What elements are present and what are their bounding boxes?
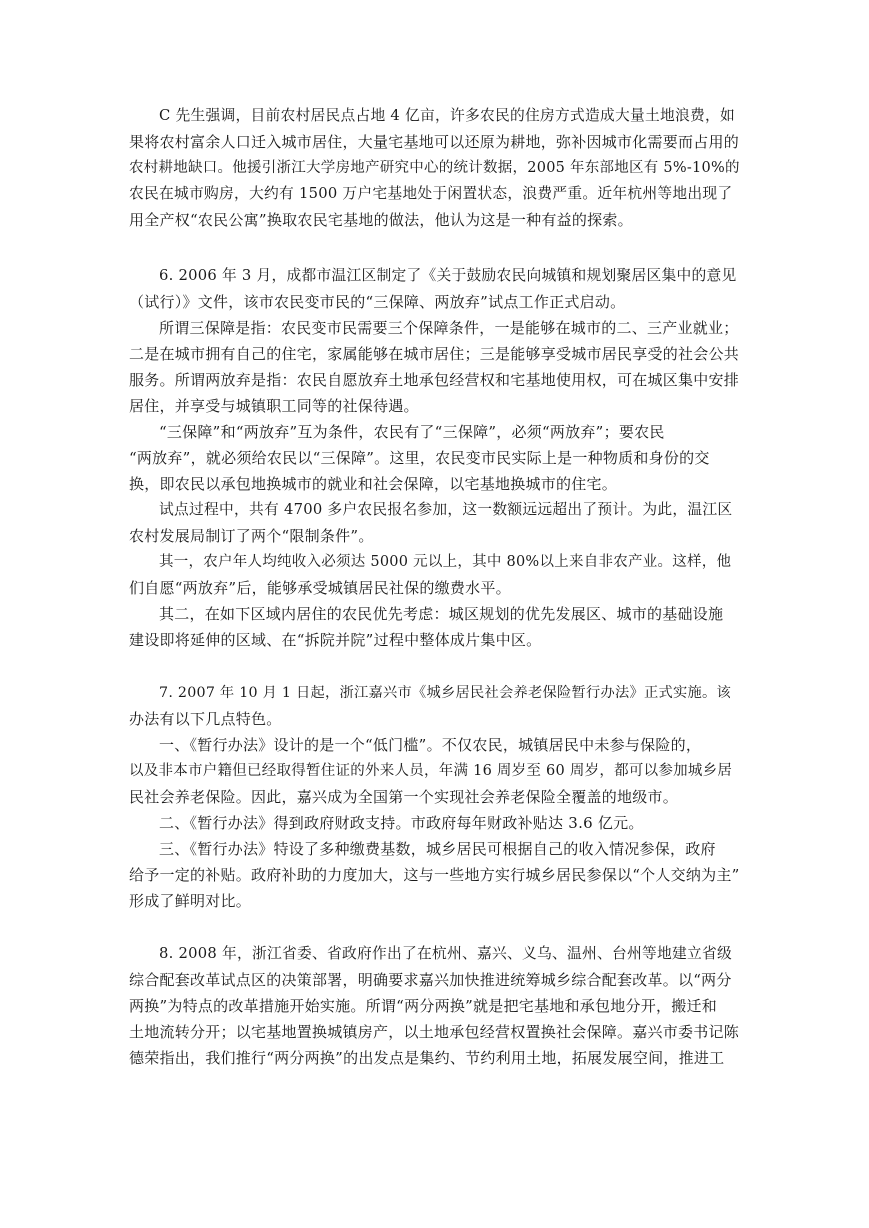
text-line: C 先生强调，目前农村居民点占地 4 亿亩，许多农民的住房方式造成大量土地浪费，如 — [159, 107, 735, 124]
text-line: 一、《暂行办法》设计的是一个“低门槛”。不仅农民，城镇居民中未参与保险的， — [159, 736, 702, 754]
text-line: 综合配套改革试点区的决策部署，明确要求嘉兴加快推进统筹城乡综合配套改革。以“两分 — [129, 971, 732, 989]
paragraph-qi-yi — [129, 549, 739, 601]
text-line: 居住，并享受与城镇职工同等的社保待遇。 — [129, 397, 419, 415]
text-line: 农民在城市购房，大约有 1500 万户宅基地处于闲置状态，浪费严重。近年杭州等地出现了 — [129, 185, 733, 202]
text-line: 建设即将延伸的区域、在“拆院并院”过程中整体成片集中区。 — [129, 631, 542, 649]
text-line: 二是在城市拥有自己的住宅，家属能够在城市居住；三是能够享受城市居民享受的社会公共 — [129, 345, 740, 363]
text-line: 用全产权“农民公寓”换取农民宅基地的做法，他认为这是一种有益的探索。 — [129, 211, 633, 229]
text-line: 办法有以下几点特色。 — [129, 710, 282, 728]
text-line: 服务。所谓两放弃是指：农民自愿放弃土地承包经营权和宅基地使用权，可在城区集中安排 — [129, 371, 740, 389]
paragraph-feature-3 — [129, 836, 739, 914]
paragraph-feature-2 — [129, 810, 739, 836]
text-line: 民社会养老保险。因此，嘉兴成为全国第一个实现社会养老保险全覆盖的地级市。 — [129, 788, 679, 806]
text-line: 土地流转分开；以宅基地置换城镇房产，以土地承包经营权置换社会保障。嘉兴市委书记陈 — [129, 1023, 740, 1041]
text-line: 德荣指出，我们推行“两分两换”的出发点是集约、节约利用土地，拓展发展空间，推进工 — [129, 1049, 725, 1067]
text-line: 以及非本市户籍但已经取得暂住证的外来人员，年满 16 周岁至 60 周岁，都可以参加城乡居 — [129, 763, 733, 779]
paragraph-huwei-tiaojian — [129, 419, 739, 497]
paragraph-feature-1 — [129, 732, 739, 810]
paragraph-shidian-guocheng — [129, 497, 739, 549]
text-line: “两放弃”，就必须给农民以“三保障”。这里，农民变市民实际上是一种物质和身份的交 — [129, 449, 710, 467]
text-line: 试点过程中，共有 4700 多户农民报名参加，这一数额远远超出了预计。为此，温江区 — [159, 501, 733, 518]
text-line: 其一，农户年人均纯收入必须达 5000 元以上，其中 80%以上来自非农产业。这样，他 — [159, 554, 732, 570]
paragraph-item-8 — [129, 941, 739, 1071]
text-line: 7. 2007 年 10 月 1 日起，浙江嘉兴市《城乡居民社会养老保险暂行办法》正式实施。该 — [159, 685, 731, 701]
paragraph-item-7 — [129, 680, 739, 732]
text-line: 两换”为特点的改革措施开始实施。所谓“两分两换”就是把宅基地和承包地分开，搬迁和 — [129, 997, 718, 1015]
text-line: 8. 2008 年，浙江省委、省政府作出了在杭州、嘉兴、义乌、温州、台州等地建立省级 — [159, 945, 732, 962]
text-line: 其二，在如下区域内居住的农民优先考虑：城区规划的优先发展区、城市的基础设施 — [159, 605, 724, 623]
text-line: 二、《暂行办法》得到政府财政支持。市政府每年财政补贴达 3.6 亿元。 — [159, 814, 644, 832]
text-line: （试行）》文件，该市农民变市民的“三保障、两放弃”试点工作正式启动。 — [129, 293, 626, 311]
paragraph-qi-er — [129, 601, 739, 653]
text-line: 给予一定的补贴。政府补助的力度加大，这与一些地方实行城乡居民参保以“个人交纳为主” — [129, 866, 740, 884]
text-line: 6. 2006 年 3 月，成都市温江区制定了《关于鼓励农民向城镇和规划聚居区集中的意见 — [159, 267, 737, 284]
paragraph-san-baozhang — [129, 315, 739, 419]
text-line: “三保障”和“两放弃”互为条件，农民有了“三保障”，必须“两放弃”；要农民 — [159, 423, 665, 441]
text-line: 农村耕地缺口。他援引浙江大学房地产研究中心的统计数据，2005 年东部地区有 5%-10%的 — [129, 160, 740, 176]
text-line: 换，即农民以承包地换城市的就业和社会保障，以宅基地换城市的住宅。 — [129, 475, 618, 493]
text-line: 形成了鲜明对比。 — [129, 892, 252, 910]
text-line: 果将农村富余人口迁入城市居住，大量宅基地可以还原为耕地，弥补因城市化需要而占用的 — [129, 133, 740, 151]
text-line: 农村发展局制订了两个“限制条件”。 — [129, 527, 374, 545]
paragraph-c-xiansheng — [129, 103, 739, 233]
text-line: 所谓三保障是指：农民变市民需要三个保障条件，一是能够在城市的二、三产业就业； — [159, 319, 739, 337]
paragraph-item-6 — [129, 263, 739, 315]
text-line: 三、《暂行办法》特设了多种缴费基数，城乡居民可根据自己的收入情况参保，政府 — [159, 840, 716, 858]
text-line: 们自愿“两放弃”后，能够承受城镇居民社保的缴费水平。 — [129, 579, 511, 597]
